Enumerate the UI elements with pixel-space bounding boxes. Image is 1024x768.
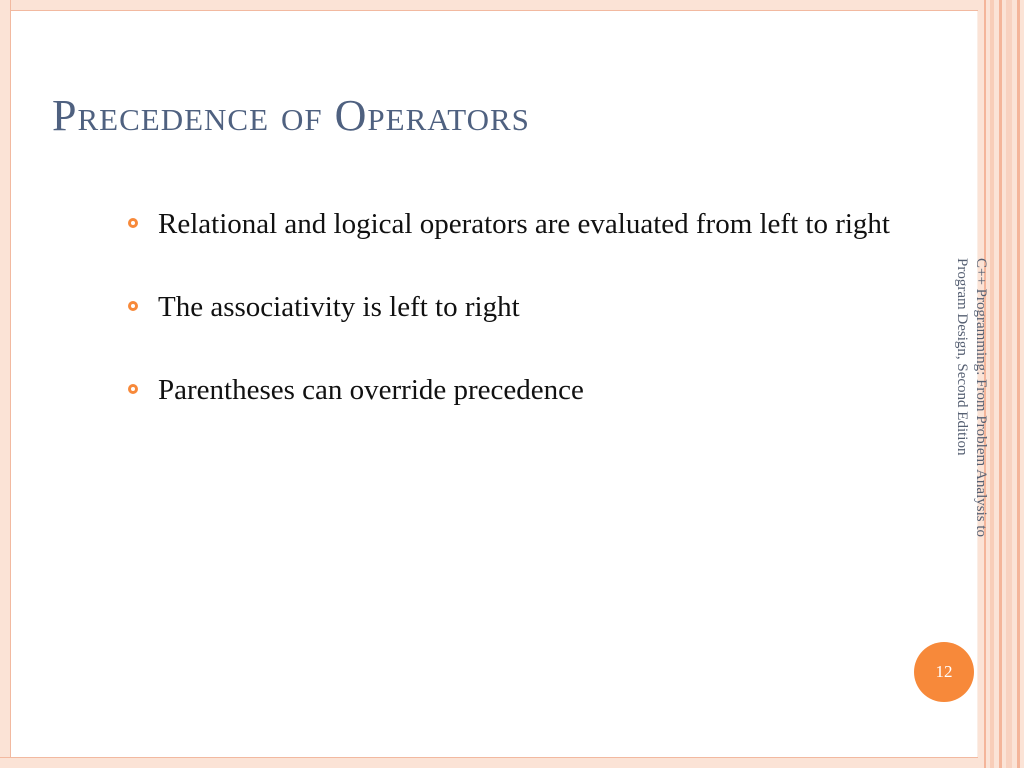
bullet-text: Parentheses can override precedence bbox=[158, 374, 584, 406]
page-number: 12 bbox=[935, 662, 953, 681]
footer-source-text: C++ Programming: From Problem Analysis to Program Design, Second Edition bbox=[954, 258, 989, 538]
bullet-item bbox=[128, 371, 958, 409]
bullet-text: The associativity is left to right bbox=[158, 291, 520, 323]
bullet-list bbox=[128, 205, 958, 454]
frame-stripe bbox=[999, 0, 1002, 768]
frame-left-border bbox=[0, 0, 11, 768]
bullet-item bbox=[128, 205, 958, 243]
bullet-item bbox=[128, 288, 958, 326]
frame-top-border bbox=[0, 0, 1024, 11]
page-number-badge bbox=[914, 642, 974, 702]
frame-bottom-border bbox=[0, 757, 1024, 768]
bullet-ring-icon bbox=[128, 301, 138, 311]
frame-stripe bbox=[990, 0, 994, 768]
footer-source-note bbox=[928, 258, 990, 568]
frame-stripe bbox=[1006, 0, 1012, 768]
frame-stripe bbox=[1017, 0, 1020, 768]
slide-title: Precedence of Operators bbox=[52, 91, 530, 140]
bullet-text: Relational and logical operators are evaluated from left to right bbox=[158, 208, 890, 240]
bullet-ring-icon bbox=[128, 218, 138, 228]
bullet-ring-icon bbox=[128, 384, 138, 394]
